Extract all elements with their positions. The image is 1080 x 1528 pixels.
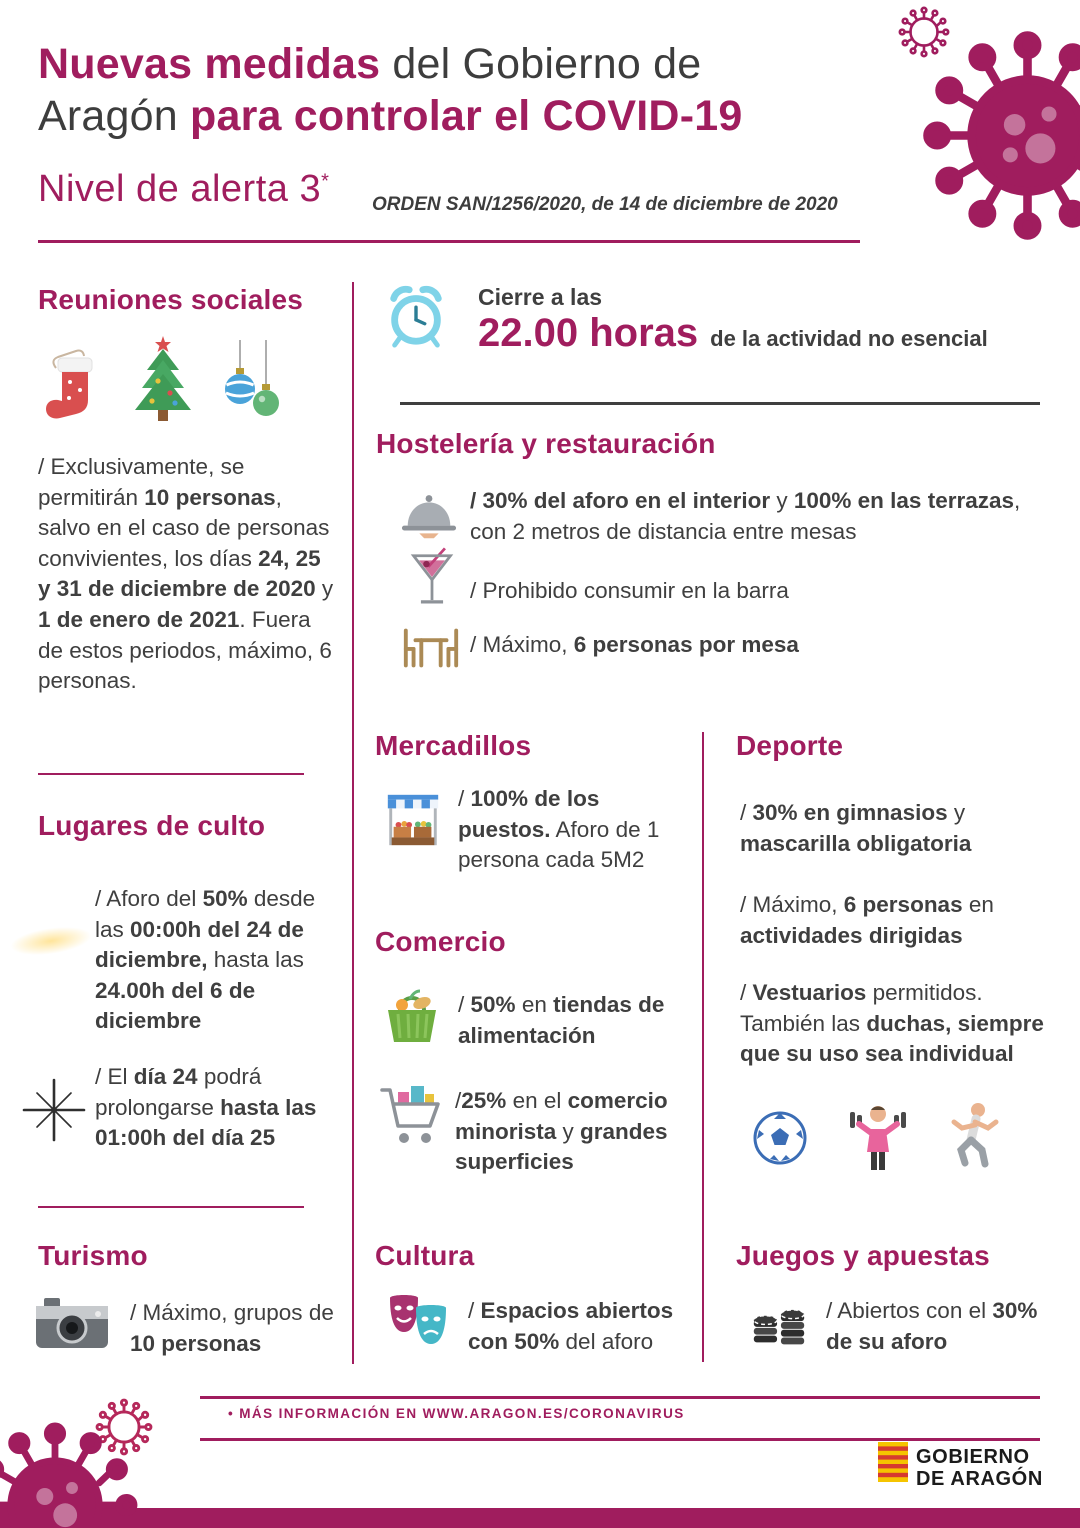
deporte-item-1: / 30% en gimnasios y mascarilla obligatoria: [740, 800, 972, 856]
cocktail-icon: [408, 545, 456, 609]
alert-level: Nivel de alerta 3*: [38, 168, 330, 210]
aragon-flag-icon: [878, 1442, 908, 1482]
deporte-item-3: / Vestuarios permitidos. También las duchas, siempre que su uso sea individual: [740, 980, 1044, 1067]
coronavirus-icon-bottom: [0, 1420, 140, 1528]
soccer-ball-icon: [752, 1110, 808, 1166]
header-divider: [38, 240, 860, 243]
section-heading-mercadillos: Mercadillos: [375, 730, 532, 761]
camera-icon: [34, 1294, 112, 1352]
sparkle-star-icon: [22, 1078, 86, 1142]
column-divider-right: [702, 732, 704, 1362]
table-chairs-icon: [400, 624, 462, 670]
closure-banner: [478, 284, 988, 356]
christmas-tree-icon: [128, 335, 198, 435]
candle-glow-icon: [9, 922, 94, 959]
culto-item-2: / El día 24 podrá prolongarse hasta las 01:00h del día 25: [95, 1064, 317, 1151]
closure-divider: [400, 402, 1040, 405]
mercadillos-item-1: / 100% de los puestos. Aforo de 1 persona cada 5M2: [458, 786, 660, 873]
section-heading-cultura: Cultura: [375, 1240, 475, 1271]
section-heading-deporte: Deporte: [736, 730, 844, 761]
weightlifting-icon: [848, 1100, 910, 1172]
juegos-item-1: / Abiertos con el 30% de su aforo: [826, 1298, 1038, 1354]
ornaments-icon: [222, 340, 286, 426]
logo-line2: DE ARAGÓN: [916, 1468, 1043, 1490]
reuniones-body: / Exclusivamente, se permitirán 10 personas, salvo en el caso de personas convivientes, los días 24, 25 y 31 de diciembre de 2020 y 1 de enero de 2021. Fuera de estos periodos, máximo, 6 personas.: [38, 454, 334, 694]
shopping-cart-icon: [378, 1082, 444, 1152]
section-heading-hosteleria: Hostelería y restauración: [376, 428, 716, 459]
page-title-line1: Nuevas medidas del Gobierno de: [38, 40, 702, 88]
hosteleria-item-2: / Prohibido consumir en la barra: [470, 578, 789, 603]
section-heading-juegos: Juegos y apuestas: [736, 1240, 990, 1271]
serving-dish-icon: [400, 490, 458, 540]
section-heading-comercio: Comercio: [375, 926, 506, 957]
section-heading-reuniones: Reuniones sociales: [38, 284, 304, 315]
footer-info: [228, 1406, 685, 1421]
coronavirus-icon: [920, 28, 1080, 243]
stocking-icon: [42, 340, 104, 432]
section-heading-turismo: Turismo: [38, 1240, 148, 1271]
page-title-line2: Aragón para controlar el COVID-19: [38, 92, 743, 141]
order-reference: ORDEN SAN/1256/2020, de 14 de diciembre de 2020: [372, 194, 838, 215]
footer-info-text: • MÁS INFORMACIÓN EN: [228, 1406, 423, 1421]
closure-time: 22.00 horas: [478, 311, 699, 355]
footer-divider-top: [200, 1396, 1040, 1399]
alarm-clock-icon: [382, 280, 450, 350]
bottom-bar: [0, 1508, 1080, 1528]
poker-chips-icon: [748, 1294, 810, 1352]
hosteleria-item-1: / 30% del aforo en el interior y 100% en las terrazas, con 2 metros de distancia entre mesas: [470, 488, 1021, 544]
closure-lead: Cierre a las: [478, 284, 603, 310]
column-divider-left: [352, 282, 354, 1364]
section-heading-culto: Lugares de culto: [38, 810, 266, 841]
cultura-item-1: / Espacios abiertos con 50% del aforo: [468, 1298, 674, 1354]
hosteleria-item-3: / Máximo, 6 personas por mesa: [470, 632, 799, 657]
culto-item-1: / Aforo del 50% desde las 00:00h del 24 de diciembre, hasta las 24.00h del 6 de diciembre: [95, 886, 316, 1034]
logo-line1: GOBIERNO: [916, 1446, 1030, 1468]
government-logo: [916, 1446, 1043, 1490]
left-divider-1: [38, 773, 304, 775]
deporte-item-2: / Máximo, 6 personas en actividades dirigidas: [740, 892, 994, 948]
closure-scope: de la actividad no esencial: [710, 326, 988, 351]
page-title: [38, 38, 868, 142]
footer-info-url[interactable]: WWW.ARAGON.ES/CORONAVIRUS: [422, 1406, 685, 1421]
comercio-item-1: / 50% en tiendas de alimentación: [458, 992, 665, 1048]
footer-divider-bottom: [200, 1438, 1040, 1441]
alert-asterisk: *: [321, 170, 330, 193]
theater-masks-icon: [382, 1292, 454, 1354]
grocery-basket-icon: [380, 984, 444, 1048]
market-stall-icon: [382, 788, 444, 852]
running-icon: [944, 1100, 1004, 1172]
left-divider-2: [38, 1206, 304, 1208]
turismo-item-1: / Máximo, grupos de 10 personas: [130, 1300, 334, 1356]
comercio-item-2: /25% en el comercio minorista y grandes superficies: [455, 1088, 668, 1175]
